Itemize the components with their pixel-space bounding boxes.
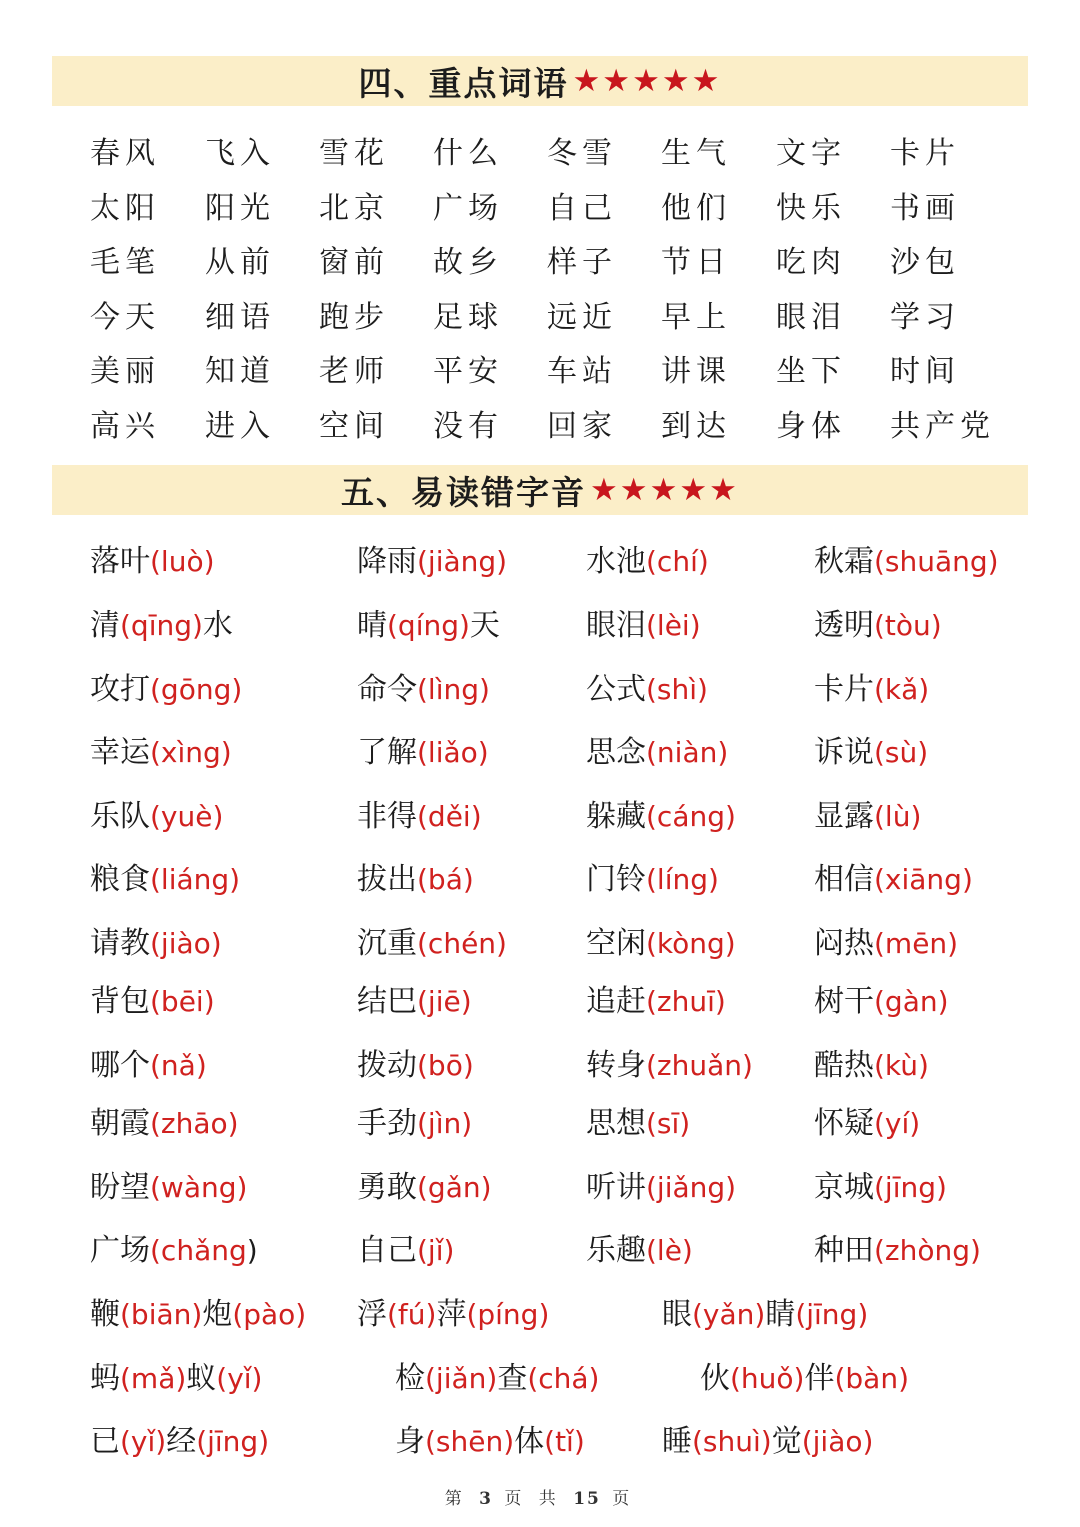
pinyin-text: (yǐ) bbox=[216, 1362, 263, 1395]
hanzi-text: 空闲 bbox=[586, 926, 646, 961]
pinyin-item bbox=[357, 727, 489, 771]
hanzi-text: 幸运 bbox=[90, 735, 150, 770]
hanzi-text: 京城 bbox=[814, 1170, 874, 1205]
footer-current-page: 3 bbox=[479, 1489, 493, 1509]
pinyin-item bbox=[700, 1353, 909, 1397]
hanzi-text: 浮 bbox=[357, 1297, 387, 1332]
section4-title: 四、重点词语 bbox=[358, 63, 569, 103]
vocab-word: 眼泪 bbox=[776, 299, 846, 335]
pinyin-item bbox=[814, 1225, 981, 1269]
hanzi-text: 秋霜 bbox=[814, 544, 874, 579]
hanzi-text: 粮食 bbox=[90, 862, 150, 897]
hanzi-text: 公式 bbox=[586, 672, 646, 707]
pinyin-item bbox=[90, 854, 240, 898]
vocab-word: 书画 bbox=[890, 190, 960, 226]
pinyin-text: (lù) bbox=[874, 800, 922, 833]
section4-header bbox=[52, 56, 1028, 106]
pinyin-text: (pào) bbox=[232, 1298, 307, 1331]
pinyin-text: (bàn) bbox=[834, 1362, 910, 1395]
pinyin-text: (jīng) bbox=[795, 1298, 869, 1331]
pinyin-row bbox=[0, 1162, 1080, 1212]
pinyin-item bbox=[357, 1098, 472, 1142]
pinyin-row bbox=[0, 727, 1080, 777]
hanzi-text: 思想 bbox=[586, 1106, 646, 1141]
pinyin-item bbox=[586, 536, 709, 580]
pinyin-item bbox=[586, 1225, 693, 1269]
pinyin-item bbox=[395, 1353, 599, 1397]
vocab-word: 生气 bbox=[661, 136, 731, 171]
hanzi-text: 乐队 bbox=[90, 799, 150, 834]
pinyin-text: (píng) bbox=[466, 1298, 550, 1331]
hanzi-text: 自己 bbox=[357, 1233, 417, 1268]
pinyin-item bbox=[662, 1289, 868, 1333]
pinyin-text: (bō) bbox=[417, 1049, 474, 1082]
section5-title: 五、易读错字音 bbox=[341, 472, 587, 512]
vocab-word: 春风 bbox=[90, 136, 160, 171]
pinyin-item bbox=[814, 791, 921, 835]
pinyin-text: (huǒ) bbox=[730, 1362, 805, 1395]
pinyin-row bbox=[0, 536, 1080, 586]
vocab-word: 文字 bbox=[776, 136, 846, 171]
pinyin-text: (kǎ) bbox=[874, 673, 930, 706]
pinyin-text: (shì) bbox=[646, 673, 708, 706]
hanzi-text: 水 bbox=[202, 608, 233, 643]
pinyin-item bbox=[586, 1040, 753, 1084]
vocab-word: 窗前 bbox=[319, 245, 389, 280]
hanzi-text: 眼泪 bbox=[586, 608, 646, 643]
pinyin-text: (liáng) bbox=[150, 863, 241, 896]
vocab-word: 没有 bbox=[433, 408, 503, 444]
pinyin-item bbox=[814, 1040, 929, 1084]
hanzi-text: 躲藏 bbox=[586, 799, 646, 834]
hanzi-text: 沉重 bbox=[357, 926, 417, 961]
vocab-word: 时间 bbox=[890, 354, 960, 389]
pinyin-item bbox=[357, 1289, 549, 1333]
pinyin-text: (yǐ) bbox=[120, 1425, 167, 1458]
vocab-word: 共产党 bbox=[890, 408, 995, 444]
hanzi-text: 卡片 bbox=[814, 672, 874, 707]
pinyin-item bbox=[357, 664, 490, 708]
vocab-word: 老师 bbox=[319, 354, 389, 389]
hanzi-text: 广场 bbox=[90, 1233, 150, 1268]
vocab-word: 进入 bbox=[205, 408, 275, 444]
pinyin-text: (tòu) bbox=[874, 609, 942, 642]
pinyin-row bbox=[0, 791, 1080, 841]
pinyin-item bbox=[90, 976, 215, 1020]
pinyin-item bbox=[814, 600, 942, 644]
pinyin-item bbox=[814, 727, 928, 771]
hanzi-text: 勇敢 bbox=[357, 1170, 417, 1205]
pinyin-item bbox=[586, 1098, 690, 1142]
pinyin-text: (gǎn) bbox=[417, 1171, 492, 1204]
pinyin-row bbox=[0, 854, 1080, 904]
pinyin-text: (kòng) bbox=[646, 927, 736, 960]
pinyin-item bbox=[90, 1098, 239, 1142]
hanzi-text: 炮 bbox=[202, 1297, 233, 1332]
vocab-row bbox=[0, 183, 1080, 237]
hanzi-text: 查 bbox=[497, 1361, 528, 1396]
hanzi-text: 乐趣 bbox=[586, 1233, 646, 1268]
hanzi-text: 了解 bbox=[357, 735, 417, 770]
pinyin-item bbox=[357, 1162, 492, 1206]
pinyin-item bbox=[90, 1040, 207, 1084]
vocab-row bbox=[0, 292, 1080, 346]
pinyin-text: (qíng) bbox=[387, 609, 470, 642]
vocab-row bbox=[0, 401, 1080, 455]
pinyin-text: (kù) bbox=[874, 1049, 929, 1082]
pinyin-text: (chá) bbox=[527, 1362, 600, 1395]
pinyin-text: (yuè) bbox=[150, 800, 224, 833]
vocab-word: 毛笔 bbox=[90, 245, 160, 280]
hanzi-text: 追赶 bbox=[586, 984, 646, 1019]
pinyin-item bbox=[586, 664, 708, 708]
pinyin-text: (zhuǎn) bbox=[646, 1049, 753, 1082]
hanzi-text: 种田 bbox=[814, 1233, 874, 1268]
pinyin-item bbox=[90, 664, 242, 708]
footer-middle: 页 共 bbox=[504, 1489, 562, 1509]
pinyin-item bbox=[814, 854, 973, 898]
hanzi-text: 萍 bbox=[436, 1297, 467, 1332]
pinyin-item bbox=[357, 976, 472, 1020]
hanzi-text: 水池 bbox=[586, 544, 646, 579]
hanzi-text: 伴 bbox=[804, 1361, 835, 1396]
pinyin-row bbox=[0, 976, 1080, 1026]
vocab-word: 节日 bbox=[661, 245, 731, 280]
pinyin-item bbox=[586, 791, 736, 835]
hanzi-text: 命令 bbox=[357, 672, 417, 707]
pinyin-text: (mēn) bbox=[874, 927, 959, 960]
vocab-word: 他们 bbox=[661, 190, 731, 226]
hanzi-text: 酷热 bbox=[814, 1048, 874, 1083]
footer-suffix: 页 bbox=[612, 1489, 636, 1509]
pinyin-text: (jiē) bbox=[417, 985, 472, 1018]
vocab-row bbox=[0, 128, 1080, 182]
pinyin-item bbox=[90, 1353, 262, 1397]
pinyin-item bbox=[357, 600, 500, 644]
page-footer bbox=[0, 1484, 1080, 1509]
pinyin-item bbox=[395, 1416, 585, 1460]
pinyin-text: (zhāo) bbox=[150, 1107, 239, 1140]
pinyin-item bbox=[586, 600, 701, 644]
pinyin-text: (chén) bbox=[417, 927, 507, 960]
pinyin-text: (liǎo) bbox=[417, 736, 489, 769]
pinyin-text: (sī) bbox=[646, 1107, 691, 1140]
pinyin-item bbox=[357, 854, 474, 898]
hanzi-text: 眼 bbox=[662, 1297, 692, 1332]
pinyin-item bbox=[90, 918, 222, 962]
vocab-word: 美丽 bbox=[90, 354, 160, 389]
pinyin-row bbox=[0, 664, 1080, 714]
vocab-word: 雪花 bbox=[319, 136, 389, 171]
pinyin-text: (bēi) bbox=[150, 985, 215, 1018]
pinyin-item bbox=[90, 1416, 269, 1460]
hanzi-text: 听讲 bbox=[586, 1170, 646, 1205]
vocab-word: 什么 bbox=[433, 136, 503, 171]
hanzi-text: 天 bbox=[469, 608, 500, 643]
pinyin-text: (lè) bbox=[646, 1234, 693, 1267]
hanzi-text: 清 bbox=[90, 608, 120, 643]
hanzi-text: 树干 bbox=[814, 984, 874, 1019]
hanzi-text: 蚂 bbox=[90, 1361, 120, 1396]
pinyin-item bbox=[814, 536, 999, 580]
hanzi-text: 拔出 bbox=[357, 862, 417, 897]
hanzi-text: 攻打 bbox=[90, 672, 150, 707]
vocab-word: 北京 bbox=[319, 190, 389, 226]
pinyin-item bbox=[586, 727, 728, 771]
hanzi-text: 思念 bbox=[586, 735, 646, 770]
pinyin-item bbox=[357, 1040, 474, 1084]
vocab-word: 早上 bbox=[661, 299, 731, 335]
pinyin-item bbox=[814, 1098, 920, 1142]
pinyin-text: (tǐ) bbox=[544, 1425, 585, 1458]
hanzi-text: 哪个 bbox=[90, 1048, 150, 1083]
section4-stars-icon: ★★★★★ bbox=[572, 63, 722, 99]
pinyin-row bbox=[0, 918, 1080, 968]
hanzi-text: 睡 bbox=[662, 1424, 692, 1459]
pinyin-text: (lìng) bbox=[417, 673, 490, 706]
pinyin-row bbox=[0, 1098, 1080, 1148]
hanzi-text: 转身 bbox=[586, 1048, 646, 1083]
pinyin-text: (jiǎng) bbox=[646, 1171, 737, 1204]
vocab-word: 车站 bbox=[547, 354, 617, 389]
hanzi-text: 体 bbox=[514, 1424, 545, 1459]
pinyin-text: (xìng) bbox=[150, 736, 232, 769]
pinyin-text: (zhuī) bbox=[646, 985, 726, 1018]
vocab-word: 细语 bbox=[205, 299, 275, 335]
hanzi-text: 鞭 bbox=[90, 1297, 120, 1332]
hanzi-text: 背包 bbox=[90, 984, 150, 1019]
pinyin-item bbox=[357, 1225, 454, 1269]
hanzi-text: 蚁 bbox=[186, 1361, 217, 1396]
pinyin-text: (gōng) bbox=[150, 673, 243, 706]
pinyin-item bbox=[90, 727, 232, 771]
hanzi-text: 经 bbox=[166, 1424, 197, 1459]
pinyin-text: (jiǎn) bbox=[425, 1362, 498, 1395]
pinyin-text: (niàn) bbox=[646, 736, 729, 769]
vocab-word: 高兴 bbox=[90, 408, 160, 444]
hanzi-text: 检 bbox=[395, 1361, 425, 1396]
vocab-word: 身体 bbox=[776, 408, 846, 444]
pinyin-item bbox=[814, 1162, 947, 1206]
vocab-word: 到达 bbox=[661, 408, 731, 444]
pinyin-text: (cáng) bbox=[646, 800, 736, 833]
section5-header bbox=[52, 465, 1028, 515]
pinyin-text: (shuì) bbox=[692, 1425, 772, 1458]
pinyin-text: (gàn) bbox=[874, 985, 949, 1018]
vocab-word: 飞入 bbox=[205, 136, 275, 171]
pinyin-text: (děi) bbox=[417, 800, 482, 833]
bracket-text: ) bbox=[246, 1234, 258, 1267]
footer-total-pages: 15 bbox=[573, 1489, 601, 1509]
pinyin-text: (chí) bbox=[646, 545, 709, 578]
vocab-word: 自己 bbox=[547, 190, 617, 226]
vocab-word: 知道 bbox=[205, 354, 275, 389]
hanzi-text: 结巴 bbox=[357, 984, 417, 1019]
footer-prefix: 第 bbox=[444, 1489, 468, 1509]
hanzi-text: 相信 bbox=[814, 862, 874, 897]
pinyin-text: (luò) bbox=[150, 545, 215, 578]
pinyin-text: (nǎ) bbox=[150, 1049, 207, 1082]
hanzi-text: 门铃 bbox=[586, 862, 646, 897]
pinyin-item bbox=[586, 854, 719, 898]
vocab-word: 从前 bbox=[205, 245, 275, 280]
pinyin-item bbox=[814, 976, 949, 1020]
hanzi-text: 怀疑 bbox=[814, 1106, 874, 1141]
pinyin-row bbox=[0, 1225, 1080, 1275]
pinyin-row bbox=[0, 600, 1080, 650]
pinyin-item bbox=[662, 1416, 873, 1460]
vocab-word: 广场 bbox=[433, 190, 503, 226]
pinyin-text: (lèi) bbox=[646, 609, 701, 642]
pinyin-row bbox=[0, 1040, 1080, 1090]
vocab-word: 阳光 bbox=[205, 190, 275, 226]
hanzi-text: 朝霞 bbox=[90, 1106, 150, 1141]
pinyin-text: (jìn) bbox=[417, 1107, 473, 1140]
hanzi-text: 盼望 bbox=[90, 1170, 150, 1205]
pinyin-item bbox=[90, 791, 223, 835]
hanzi-text: 显露 bbox=[814, 799, 874, 834]
pinyin-text: (fú) bbox=[387, 1298, 437, 1331]
hanzi-text: 拨动 bbox=[357, 1048, 417, 1083]
hanzi-text: 睛 bbox=[765, 1297, 796, 1332]
pinyin-text: (chǎng bbox=[150, 1234, 247, 1267]
pinyin-text: (shēn) bbox=[425, 1425, 515, 1458]
hanzi-text: 诉说 bbox=[814, 735, 874, 770]
pinyin-text: (jīng) bbox=[196, 1425, 270, 1458]
pinyin-item bbox=[357, 536, 507, 580]
hanzi-text: 透明 bbox=[814, 608, 874, 643]
pinyin-text: (shuāng) bbox=[874, 545, 999, 578]
vocab-word: 冬雪 bbox=[547, 136, 617, 171]
pinyin-item bbox=[90, 1162, 247, 1206]
vocab-word: 讲课 bbox=[661, 354, 731, 389]
section5-stars-icon: ★★★★★ bbox=[590, 472, 739, 508]
pinyin-text: (wàng) bbox=[150, 1171, 248, 1204]
vocab-word: 快乐 bbox=[776, 190, 846, 226]
pinyin-row bbox=[0, 1353, 1080, 1403]
vocab-word: 吃肉 bbox=[776, 245, 846, 280]
pinyin-text: (xiāng) bbox=[874, 863, 973, 896]
vocab-row bbox=[0, 346, 1080, 400]
pinyin-item bbox=[90, 1225, 258, 1269]
hanzi-text: 身 bbox=[395, 1424, 425, 1459]
vocab-word: 空间 bbox=[319, 408, 389, 444]
pinyin-text: (líng) bbox=[646, 863, 719, 896]
vocab-word: 回家 bbox=[547, 408, 617, 444]
pinyin-item bbox=[586, 918, 736, 962]
hanzi-text: 请教 bbox=[90, 926, 150, 961]
pinyin-item bbox=[90, 1289, 306, 1333]
pinyin-item bbox=[357, 791, 482, 835]
hanzi-text: 觉 bbox=[771, 1424, 802, 1459]
pinyin-text: (jiàng) bbox=[417, 545, 508, 578]
pinyin-text: (qīng) bbox=[120, 609, 203, 642]
vocab-word: 卡片 bbox=[890, 136, 960, 171]
pinyin-text: (zhòng) bbox=[874, 1234, 981, 1267]
pinyin-text: (sù) bbox=[874, 736, 929, 769]
hanzi-text: 非得 bbox=[357, 799, 417, 834]
vocab-word: 今天 bbox=[90, 299, 160, 335]
pinyin-item bbox=[586, 1162, 736, 1206]
pinyin-text: (jīng) bbox=[874, 1171, 947, 1204]
pinyin-text: (mǎ) bbox=[120, 1362, 187, 1395]
vocab-word: 跑步 bbox=[319, 299, 389, 335]
pinyin-text: (jǐ) bbox=[417, 1234, 455, 1267]
vocab-word: 故乡 bbox=[433, 245, 503, 280]
pinyin-item bbox=[357, 918, 507, 962]
vocab-row bbox=[0, 237, 1080, 291]
pinyin-text: (jiào) bbox=[801, 1425, 874, 1458]
pinyin-item bbox=[90, 600, 233, 644]
pinyin-item bbox=[814, 664, 929, 708]
pinyin-row bbox=[0, 1289, 1080, 1339]
pinyin-item bbox=[90, 536, 215, 580]
pinyin-item bbox=[586, 976, 726, 1020]
vocab-word: 样子 bbox=[547, 245, 617, 280]
vocab-word: 足球 bbox=[433, 299, 503, 335]
hanzi-text: 手劲 bbox=[357, 1106, 417, 1141]
vocab-word: 沙包 bbox=[890, 245, 960, 280]
vocab-word: 学习 bbox=[890, 299, 960, 335]
hanzi-text: 闷热 bbox=[814, 926, 874, 961]
pinyin-text: (jiào) bbox=[150, 927, 222, 960]
hanzi-text: 降雨 bbox=[357, 544, 417, 579]
pinyin-text: (yǎn) bbox=[692, 1298, 766, 1331]
pinyin-row bbox=[0, 1416, 1080, 1466]
hanzi-text: 已 bbox=[90, 1424, 120, 1459]
pinyin-text: (yí) bbox=[874, 1107, 921, 1140]
pinyin-text: (bá) bbox=[417, 863, 474, 896]
hanzi-text: 落叶 bbox=[90, 544, 150, 579]
vocab-word: 平安 bbox=[433, 354, 503, 389]
pinyin-text: (biān) bbox=[120, 1298, 203, 1331]
pinyin-item bbox=[814, 918, 958, 962]
hanzi-text: 伙 bbox=[700, 1361, 730, 1396]
vocab-word: 坐下 bbox=[776, 354, 846, 389]
vocab-word: 远近 bbox=[547, 299, 617, 335]
vocab-word: 太阳 bbox=[90, 190, 160, 226]
hanzi-text: 晴 bbox=[357, 608, 387, 643]
